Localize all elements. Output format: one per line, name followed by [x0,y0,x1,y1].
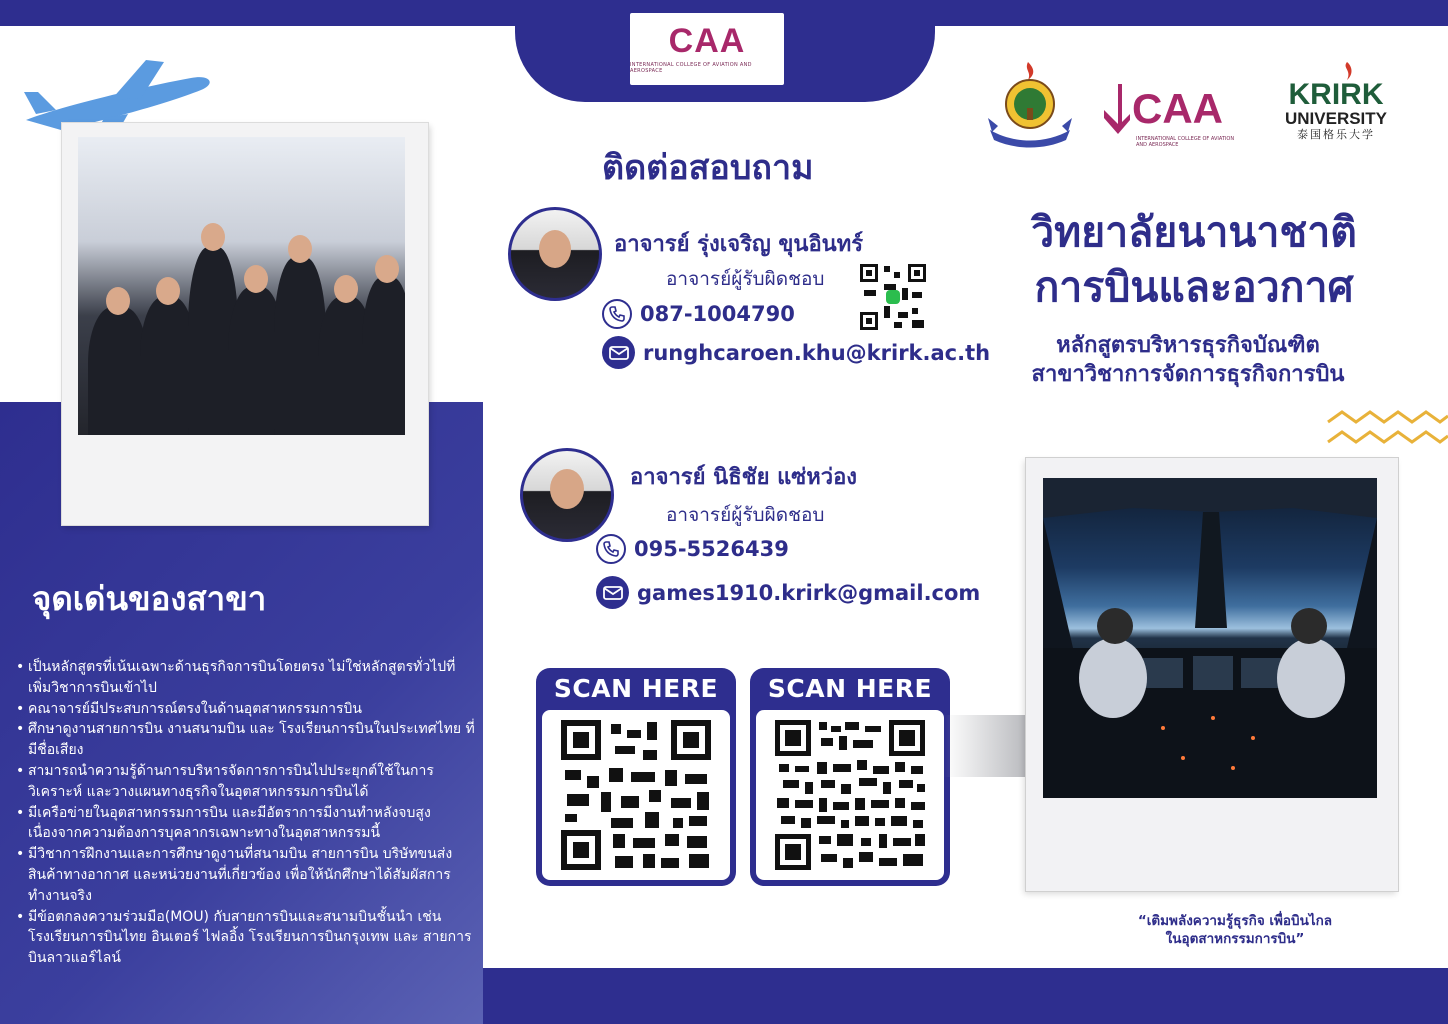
program-name [990,331,1386,389]
caa-logo-text: CAA [1132,85,1223,132]
scan-card [750,668,950,886]
partner-logos [984,60,1394,170]
shadow-decoration [944,715,1028,777]
highlight-item: • ศึกษาดูงานสายการบิน งานสนามบิน และ โรงเรียนการบินในประเทศไทย ที่มีชื่อเสียง [14,719,476,761]
email-icon [602,336,635,369]
highlight-item: • มีข้อตกลงความร่วมมือ(MOU) กับสายการบินและสนามบินชั้นนำ เช่นโรงเรียนการบินไทย อินเตอร์ ไฟลอิ้ง โรงเรียนการบินกรุงเทพ และ สายการบินลาวแอร์ไลน์ [14,907,476,969]
phone-row [602,299,795,329]
phone-icon [602,299,632,329]
krirk-logo [1280,62,1392,142]
group-photo [78,137,405,435]
highlight-item: • สามารถนำความรู้ด้านการบริหารจัดการการบินไปประยุกต์ใช้ในการวิเคราะห์ และวางแผนทางธุรกิจในอุตสาหกรรมการบินได้ [14,761,476,803]
krirk-logo-subtext: UNIVERSITY [1284,109,1388,128]
contact-title: ติดต่อสอบถาม [602,148,814,188]
caa-logo-subtext: INTERNATIONAL COLLEGE OF AVIATION AND AEROSPACE [1136,136,1235,148]
caa-wing-icon [1102,84,1132,138]
college-name [985,205,1403,315]
university-seal-icon [984,60,1080,150]
contact-name: อาจารย์ นิธิชัย แซ่หว่อง [630,465,858,490]
zigzag-decoration-icon [1326,408,1448,448]
college-name-line1: วิทยาลัยนานาชาติ [1031,208,1357,256]
qr-code-icon[interactable] [542,710,730,880]
krirk-logo-text: KRIRK [1288,78,1384,111]
caa-logo-text: CAA [668,22,746,60]
highlight-item: • มีวิชาการฝึกงานและการศึกษาดูงานที่สนามบิน สายการบิน บริษัทขนส่งสินค้าทางอากาศ และหน่วยงานที่เกี่ยวข้อง เพื่อให้นักศึกษาได้สัมผัสการทำงานจริง [14,844,476,906]
slogan-quote [1090,912,1380,948]
avatar [520,448,614,542]
highlights-list [14,657,476,969]
email-row [602,336,990,369]
contact-email[interactable]: runghcaroen.khu@krirk.ac.th [643,340,991,365]
scan-label: SCAN HERE [767,674,933,703]
caa-logo-subtext: INTERNATIONAL COLLEGE OF AVIATION AND AEROSPACE [630,62,752,74]
highlight-item: • มีเครือข่ายในอุตสาหกรรมการบิน และมีอัตราการมีงานทำหลังจบสูง เนื่องจากความต้องการบุคลากรเฉพาะทางในอุตสาหกรรมนี้ [14,803,476,845]
qr-code-icon[interactable] [756,710,944,880]
contact-phone[interactable]: 095-5526439 [634,537,789,561]
avatar [508,207,602,301]
email-row [596,576,980,609]
college-name-line2: การบินและอวกาศ [1034,263,1354,311]
slogan-line1: “เติมพลังความรู้ธุรกิจ เพื่อบินไกล [1137,913,1333,929]
bottom-band [483,968,1448,1024]
contact-name: อาจารย์ รุ่งเจริญ ขุนอินทร์ [614,232,864,257]
header-logo [630,13,784,85]
slogan-line2: ในอุตสาหกรรมการบิน” [1165,931,1305,947]
cockpit-photo [1043,478,1377,798]
krirk-logo-chinese: 泰国格乐大学 [1297,128,1375,141]
contact-phone[interactable]: 087-1004790 [640,302,795,326]
phone-icon [596,534,626,564]
email-icon [596,576,629,609]
phone-row [596,534,789,564]
scan-card [536,668,736,886]
contact-role: อาจารย์ผู้รับผิดชอบ [666,268,825,290]
program-name-line1: หลักสูตรบริหารธุรกิจบัณฑิต [1056,333,1320,358]
scan-label: SCAN HERE [553,674,719,703]
line-qr-code-icon[interactable] [858,262,928,332]
highlights-title: จุดเด่นของสาขา [32,579,267,618]
highlight-item: • เป็นหลักสูตรที่เน้นเฉพาะด้านธุรกิจการบินโดยตรง ไม่ใช่หลักสูตรทั่วไปที่เพิ่มวิชาการบินเข้าไป [14,657,476,699]
flame-icon [1340,62,1354,80]
highlight-item: • คณาจารย์มีประสบการณ์ตรงในด้านอุตสาหกรรมการบิน [14,699,476,720]
contact-role: อาจารย์ผู้รับผิดชอบ [666,504,825,526]
program-name-line2: สาขาวิชาการจัดการธุรกิจการบิน [1031,362,1345,387]
contact-email[interactable]: games1910.krirk@gmail.com [637,580,981,605]
